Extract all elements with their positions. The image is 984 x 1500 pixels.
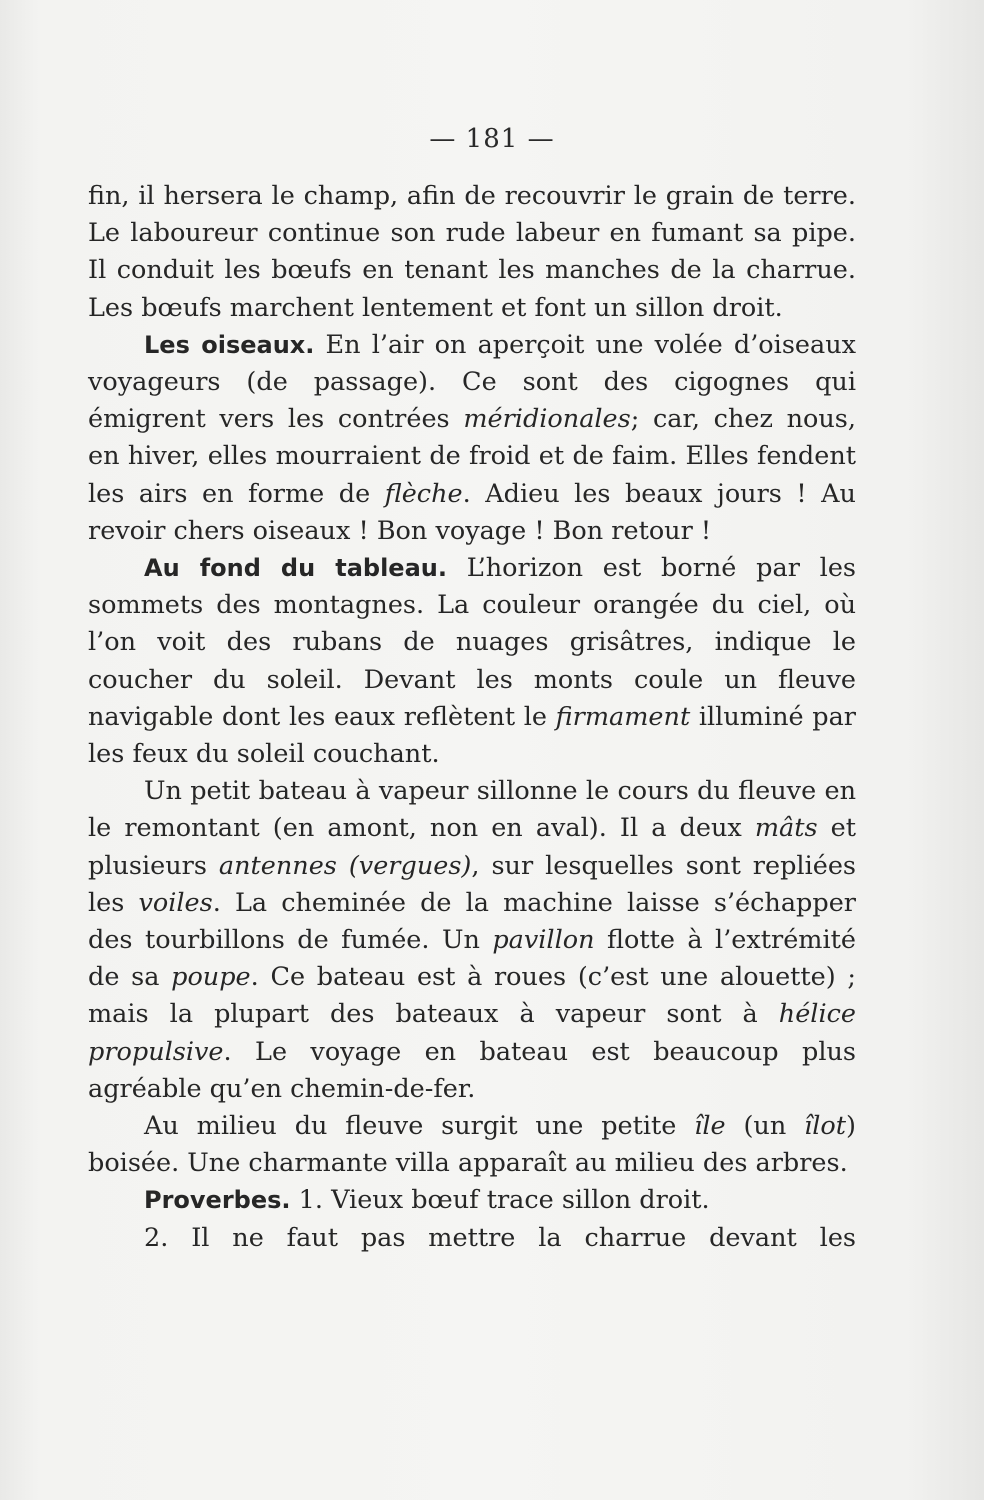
page-number: — 181 —	[429, 124, 555, 154]
text-run: L’horizon est borné par les sommets des montagnes. La couleur orangée du ciel, où l’on voit des rubans de nuages grisâtres, indique le coucher du soleil. Devant les monts coule un fleuve navigable dont les eaux reflètent le	[88, 553, 857, 732]
paragraph-background	[88, 550, 856, 773]
italic-term: hélice propulsive	[88, 999, 856, 1067]
paragraph-proverb-2	[88, 1220, 856, 1257]
text-run: En l’air on aperçoit une volée d’oiseaux voyageurs (de passage). Ce sont des cigognes qui émigrent vers les contrées	[88, 329, 856, 435]
text-run: 2. Il ne faut pas mettre la charrue devant les	[144, 1222, 856, 1253]
italic-term: flèche	[384, 478, 463, 509]
italic-term: méridionales	[463, 404, 631, 435]
section-heading: Les oiseaux.	[144, 330, 315, 359]
text-run: illuminé par les feux du soleil couchant.	[88, 701, 856, 770]
text-run: . Le voyage en bateau est beaucoup plus agréable qu’en chemin-de-fer.	[88, 1036, 856, 1104]
text-run: . La cheminée de la machine laisse s’échapper des tourbillons de fumée. Un	[88, 887, 856, 956]
text-run: ; car, chez nous, en hiver, elles mourraient de froid et de faim. Elles fendent les airs en forme de	[88, 404, 856, 509]
italic-term: mâts	[754, 813, 818, 844]
text-run: 1. Vieux bœuf trace sillon droit.	[290, 1185, 710, 1216]
italic-term: antennes (vergues)	[218, 850, 472, 881]
text-run: flotte à l’extrémité de sa	[88, 925, 856, 993]
paragraph-proverbs	[88, 1182, 856, 1219]
text-run: . Ce bateau est à roues (c’est une alouette) ; mais la plupart des bateaux à vapeur sont à	[88, 962, 857, 1030]
section-heading: Proverbes.	[144, 1186, 291, 1215]
text-run: (un	[725, 1111, 805, 1142]
text-run: ) boisée. Une charmante villa apparaît au milieu des arbres.	[88, 1111, 856, 1179]
paragraph-ploughing-end	[88, 178, 856, 327]
text-run: et plusieurs	[88, 813, 856, 881]
text-run: , sur lesquelles sont repliées les	[88, 850, 856, 918]
paragraph-steamboat	[88, 773, 856, 1108]
text-run: Au milieu du fleuve surgit une petite	[144, 1111, 695, 1142]
italic-term: îlot	[804, 1111, 847, 1142]
italic-term: poupe	[171, 962, 251, 993]
italic-term: firmament	[555, 701, 691, 732]
italic-term: île	[694, 1111, 726, 1142]
paragraph-birds	[88, 327, 856, 550]
italic-term: pavillon	[492, 925, 595, 956]
italic-term: voiles	[138, 887, 213, 918]
text-run: Un petit bateau à vapeur sillonne le cours du fleuve en le remontant (en amont, non en aval). Il a deux	[88, 776, 856, 844]
body-text	[88, 178, 856, 1257]
text-run: . Adieu les beaux jours ! Au revoir chers oiseaux ! Bon voyage ! Bon retour !	[88, 478, 856, 546]
text-run: fin, il hersera le champ, afin de recouvrir le grain de terre. Le laboureur continue son rude labeur en fumant sa pipe. Il conduit les bœufs en tenant les manches de la charrue. Les bœufs marchent lentement et font un sillon droit.	[88, 181, 856, 323]
paragraph-island	[88, 1108, 856, 1182]
section-heading: Au fond du tableau.	[144, 554, 447, 583]
